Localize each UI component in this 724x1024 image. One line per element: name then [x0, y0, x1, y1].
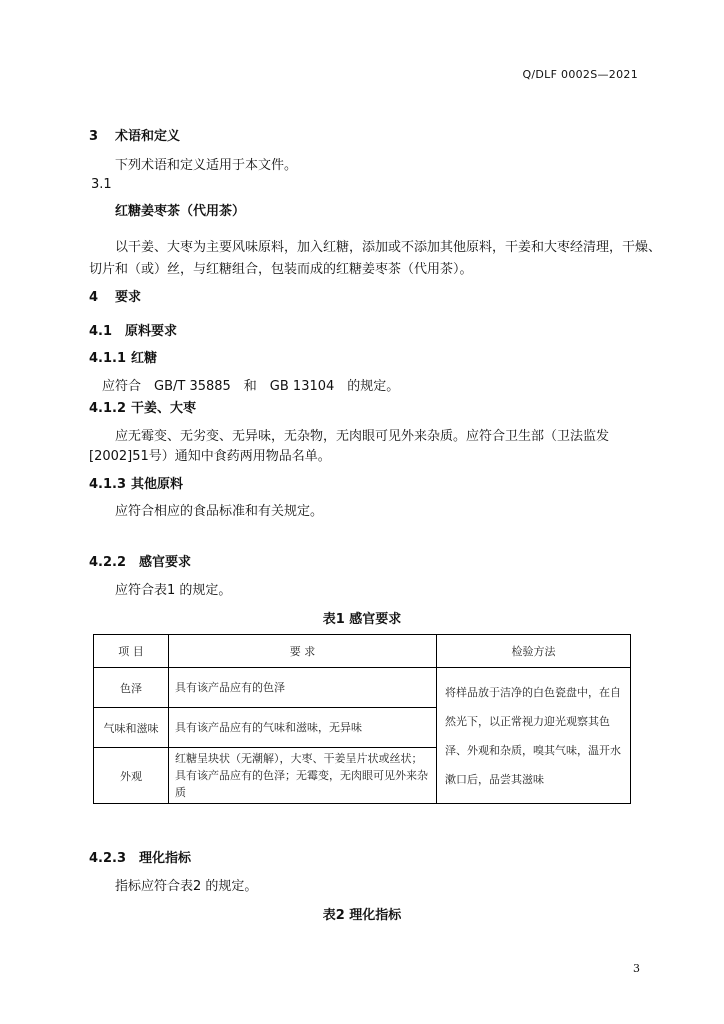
section-3-heading — [89, 125, 180, 144]
section-4-2-2-text: 应符合表1 的规定。 — [115, 583, 232, 598]
section-title: 红糖 — [131, 351, 158, 366]
section-title: 其他原料 — [131, 477, 184, 492]
section-4-1-heading — [89, 320, 177, 339]
section-4-1-3-text: 应符合相应的食品标准和有关规定。 — [115, 504, 324, 519]
section-title: 要求 — [115, 290, 142, 305]
table-header-row — [94, 635, 631, 668]
section-4-1-2-line-1: 应无霉变、无劣变、无异味，无杂物，无肉眼可见外来杂质。应符合卫生部（卫法监发 — [115, 429, 610, 444]
table-1-caption: 表1 感官要求 — [322, 612, 402, 627]
section-number: 4.1.3 — [89, 477, 127, 492]
section-number: 4.1.2 — [89, 401, 127, 416]
row-requirement: 具有该产品应有的气味和滋味，无异味 — [169, 708, 437, 748]
section-4-2-2-heading — [89, 551, 191, 570]
section-4-1-2-heading — [89, 397, 196, 416]
sensory-requirements-table — [93, 634, 631, 804]
section-4-1-1-heading — [89, 347, 157, 366]
requirement-line: 质 — [175, 786, 186, 799]
row-requirement: 具有该产品应有的色泽 — [169, 668, 437, 708]
section-number: 3 — [89, 129, 99, 144]
section-number: 4.1 — [89, 324, 113, 339]
term-definition-line-1: 以干姜、大枣为主要风味原料，加入红糖，添加或不添加其他原料，干姜和大枣经清理，干燥、 — [115, 240, 662, 255]
term-number: 3.1 — [91, 177, 112, 192]
section-title: 术语和定义 — [115, 129, 181, 144]
section-4-1-2-line-2: [2002]51号）通知中食药两用物品名单。 — [89, 449, 331, 464]
section-4-2-3-text: 指标应符合表2 的规定。 — [115, 879, 258, 894]
section-number: 4.1.1 — [89, 351, 127, 366]
table-2-caption: 表2 理化指标 — [322, 908, 402, 923]
section-4-1-1-text: 应符合 GB/T 35885 和 GB 13104 的规定。 — [102, 379, 400, 394]
row-requirement — [169, 748, 437, 804]
header-test-method: 检验方法 — [437, 635, 631, 668]
section-title: 理化指标 — [139, 851, 192, 866]
section-4-2-3-heading — [89, 847, 191, 866]
section-4-heading — [89, 286, 141, 305]
section-title: 原料要求 — [125, 324, 178, 339]
section-4-1-3-heading — [89, 473, 183, 492]
header-requirement: 要 求 — [169, 635, 437, 668]
section-title: 干姜、大枣 — [131, 401, 197, 416]
section-3-intro: 下列术语和定义适用于本文件。 — [115, 158, 298, 173]
row-item: 气味和滋味 — [94, 708, 169, 748]
page-number: 3 — [633, 962, 640, 975]
section-number: 4.2.2 — [89, 555, 127, 570]
section-number: 4 — [89, 290, 99, 305]
header-item: 项 目 — [94, 635, 169, 668]
test-method-cell: 将样品放于洁净的白色瓷盘中，在自然光下，以正常视力迎光观察其色泽、外观和杂质，嗅其气味，温开水漱口后，品尝其滋味 — [437, 668, 631, 804]
table-row — [94, 668, 631, 708]
term-title: 红糖姜枣茶（代用茶） — [115, 204, 246, 219]
standard-code: Q/DLF 0002S—2021 — [522, 68, 638, 81]
row-item: 色泽 — [94, 668, 169, 708]
row-item: 外观 — [94, 748, 169, 804]
requirement-line: 具有该产品应有的色泽；无霉变，无肉眼可见外来杂 — [175, 769, 428, 782]
requirement-line: 红糖呈块状（无潮解），大枣、干姜呈片状或丝状； — [175, 752, 423, 765]
term-definition-line-2: 切片和（或）丝，与红糖组合，包装而成的红糖姜枣茶（代用茶）。 — [89, 262, 473, 277]
section-title: 感官要求 — [139, 555, 192, 570]
section-number: 4.2.3 — [89, 851, 127, 866]
